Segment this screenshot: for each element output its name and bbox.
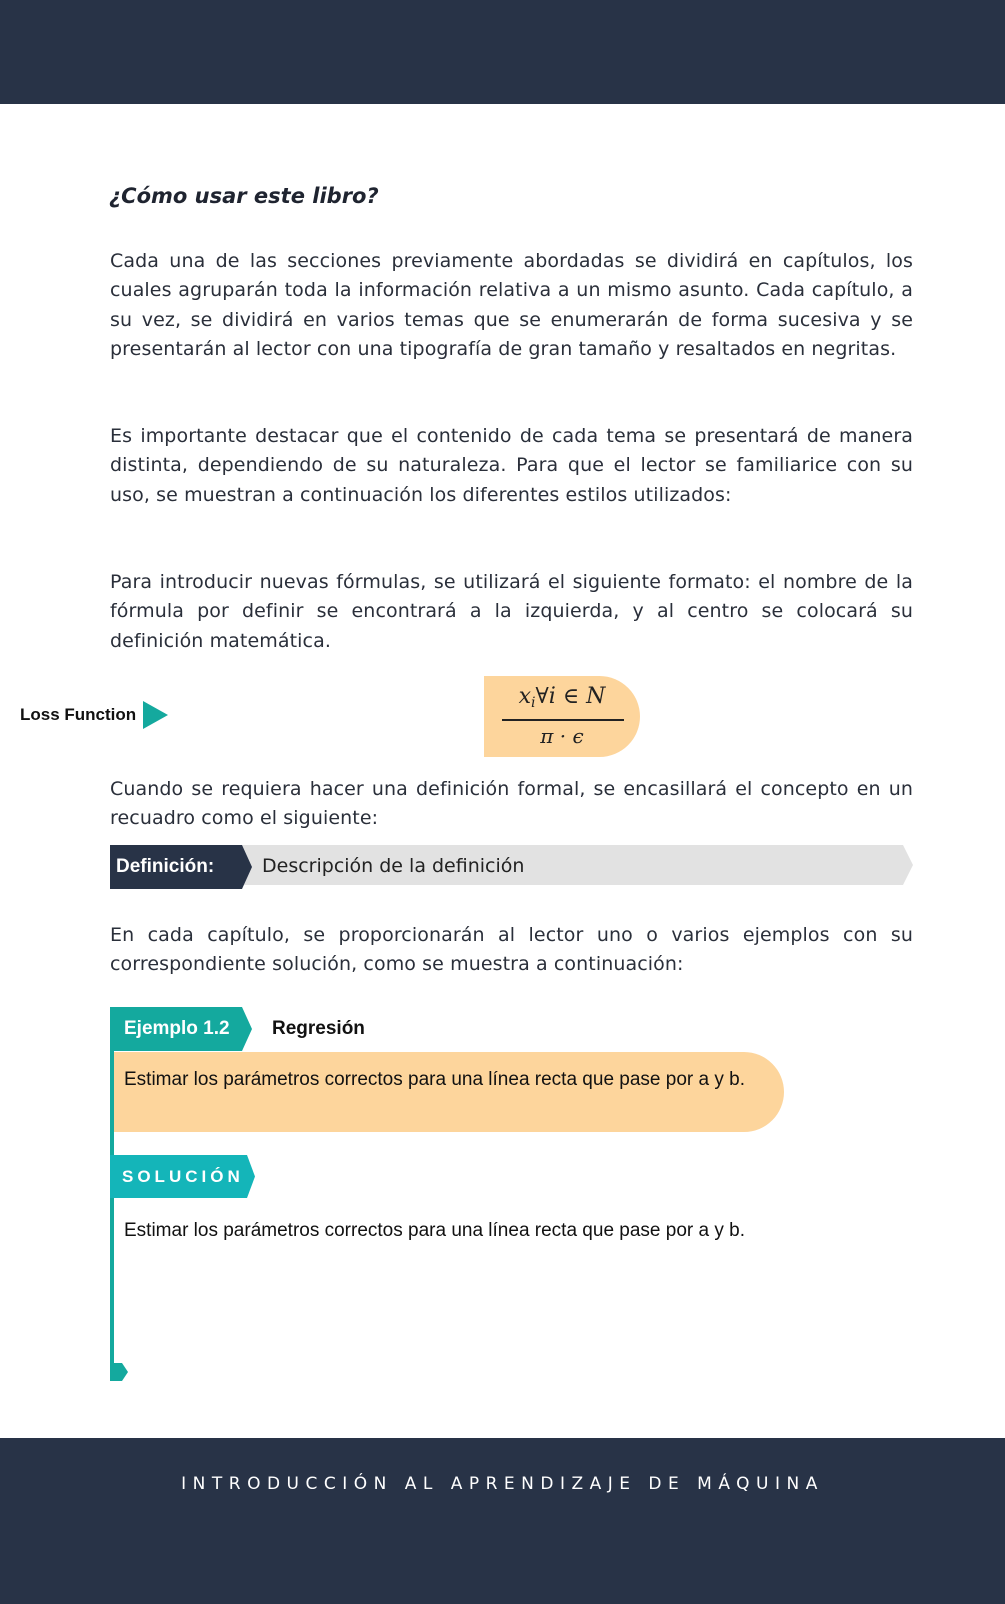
example-explanation-paragraph: En cada capítulo, se proporcionarán al lector uno o varios ejemplos con su correspondiente solución, como se muestra a continuación:: [110, 924, 913, 976]
formula-explanation-paragraph: Para introducir nuevas fórmulas, se utilizará el siguiente formato: el nombre de la fórmula por definir se encontrará a la izquierda, y al centro se colocará su definición matemática.: [110, 571, 913, 652]
definition-tag-label: Definición:: [116, 856, 215, 877]
example-end-marker: [110, 1363, 128, 1381]
formula-numerator-variable: x: [518, 684, 532, 709]
example-topic: Regresión: [272, 1018, 365, 1039]
fraction-bar: [502, 719, 624, 721]
formula-numerator-rest: ∀i ∈ N: [535, 684, 606, 709]
footer-book-title: INTRODUCCIÓN AL APRENDIZAJE DE MÁQUINA: [181, 1474, 824, 1494]
formula-box: [484, 676, 640, 757]
top-header-bar: [0, 0, 1005, 104]
formula-denominator: π · ϵ: [540, 724, 584, 748]
definition-text: Descripción de la definición: [262, 855, 525, 877]
intro-paragraph-2: Es importante destacar que el contenido de cada tema se presentará de manera distinta, dependiendo de su naturaleza. Para que el lector se familiarice con su uso, se muestran a continuación los diferentes estilos utilizados:: [110, 425, 913, 506]
example-tag-label: Ejemplo 1.2: [124, 1018, 230, 1039]
example-statement: Estimar los parámetros correctos para una línea recta que pase por a y b.: [124, 1069, 745, 1090]
formula-name-label: Loss Function: [20, 705, 137, 724]
play-arrow-icon: [143, 701, 168, 729]
section-heading: ¿Cómo usar este libro?: [109, 184, 379, 208]
formula-numerator-subscript: i: [531, 695, 536, 711]
definition-explanation-paragraph: Cuando se requiera hacer una definición formal, se encasillará el concepto en un recuadro como el siguiente:: [110, 778, 913, 830]
formula-numerator: [500, 684, 624, 711]
footer-bar: [0, 1438, 1005, 1604]
solution-text: Estimar los parámetros correctos para una línea recta que pase por a y b.: [124, 1220, 745, 1241]
solution-tag-label: SOLUCIÓN: [122, 1167, 244, 1186]
intro-paragraph-1: Cada una de las secciones previamente abordadas se dividirá en capítulos, los cuales agruparán toda la información relativa a un mismo asunto. Cada capítulo, a su vez, se dividirá en varios temas que se enumerarán de forma sucesiva y se presentarán al lector con una tipografía de gran tamaño y resaltados en negritas.: [110, 250, 913, 360]
